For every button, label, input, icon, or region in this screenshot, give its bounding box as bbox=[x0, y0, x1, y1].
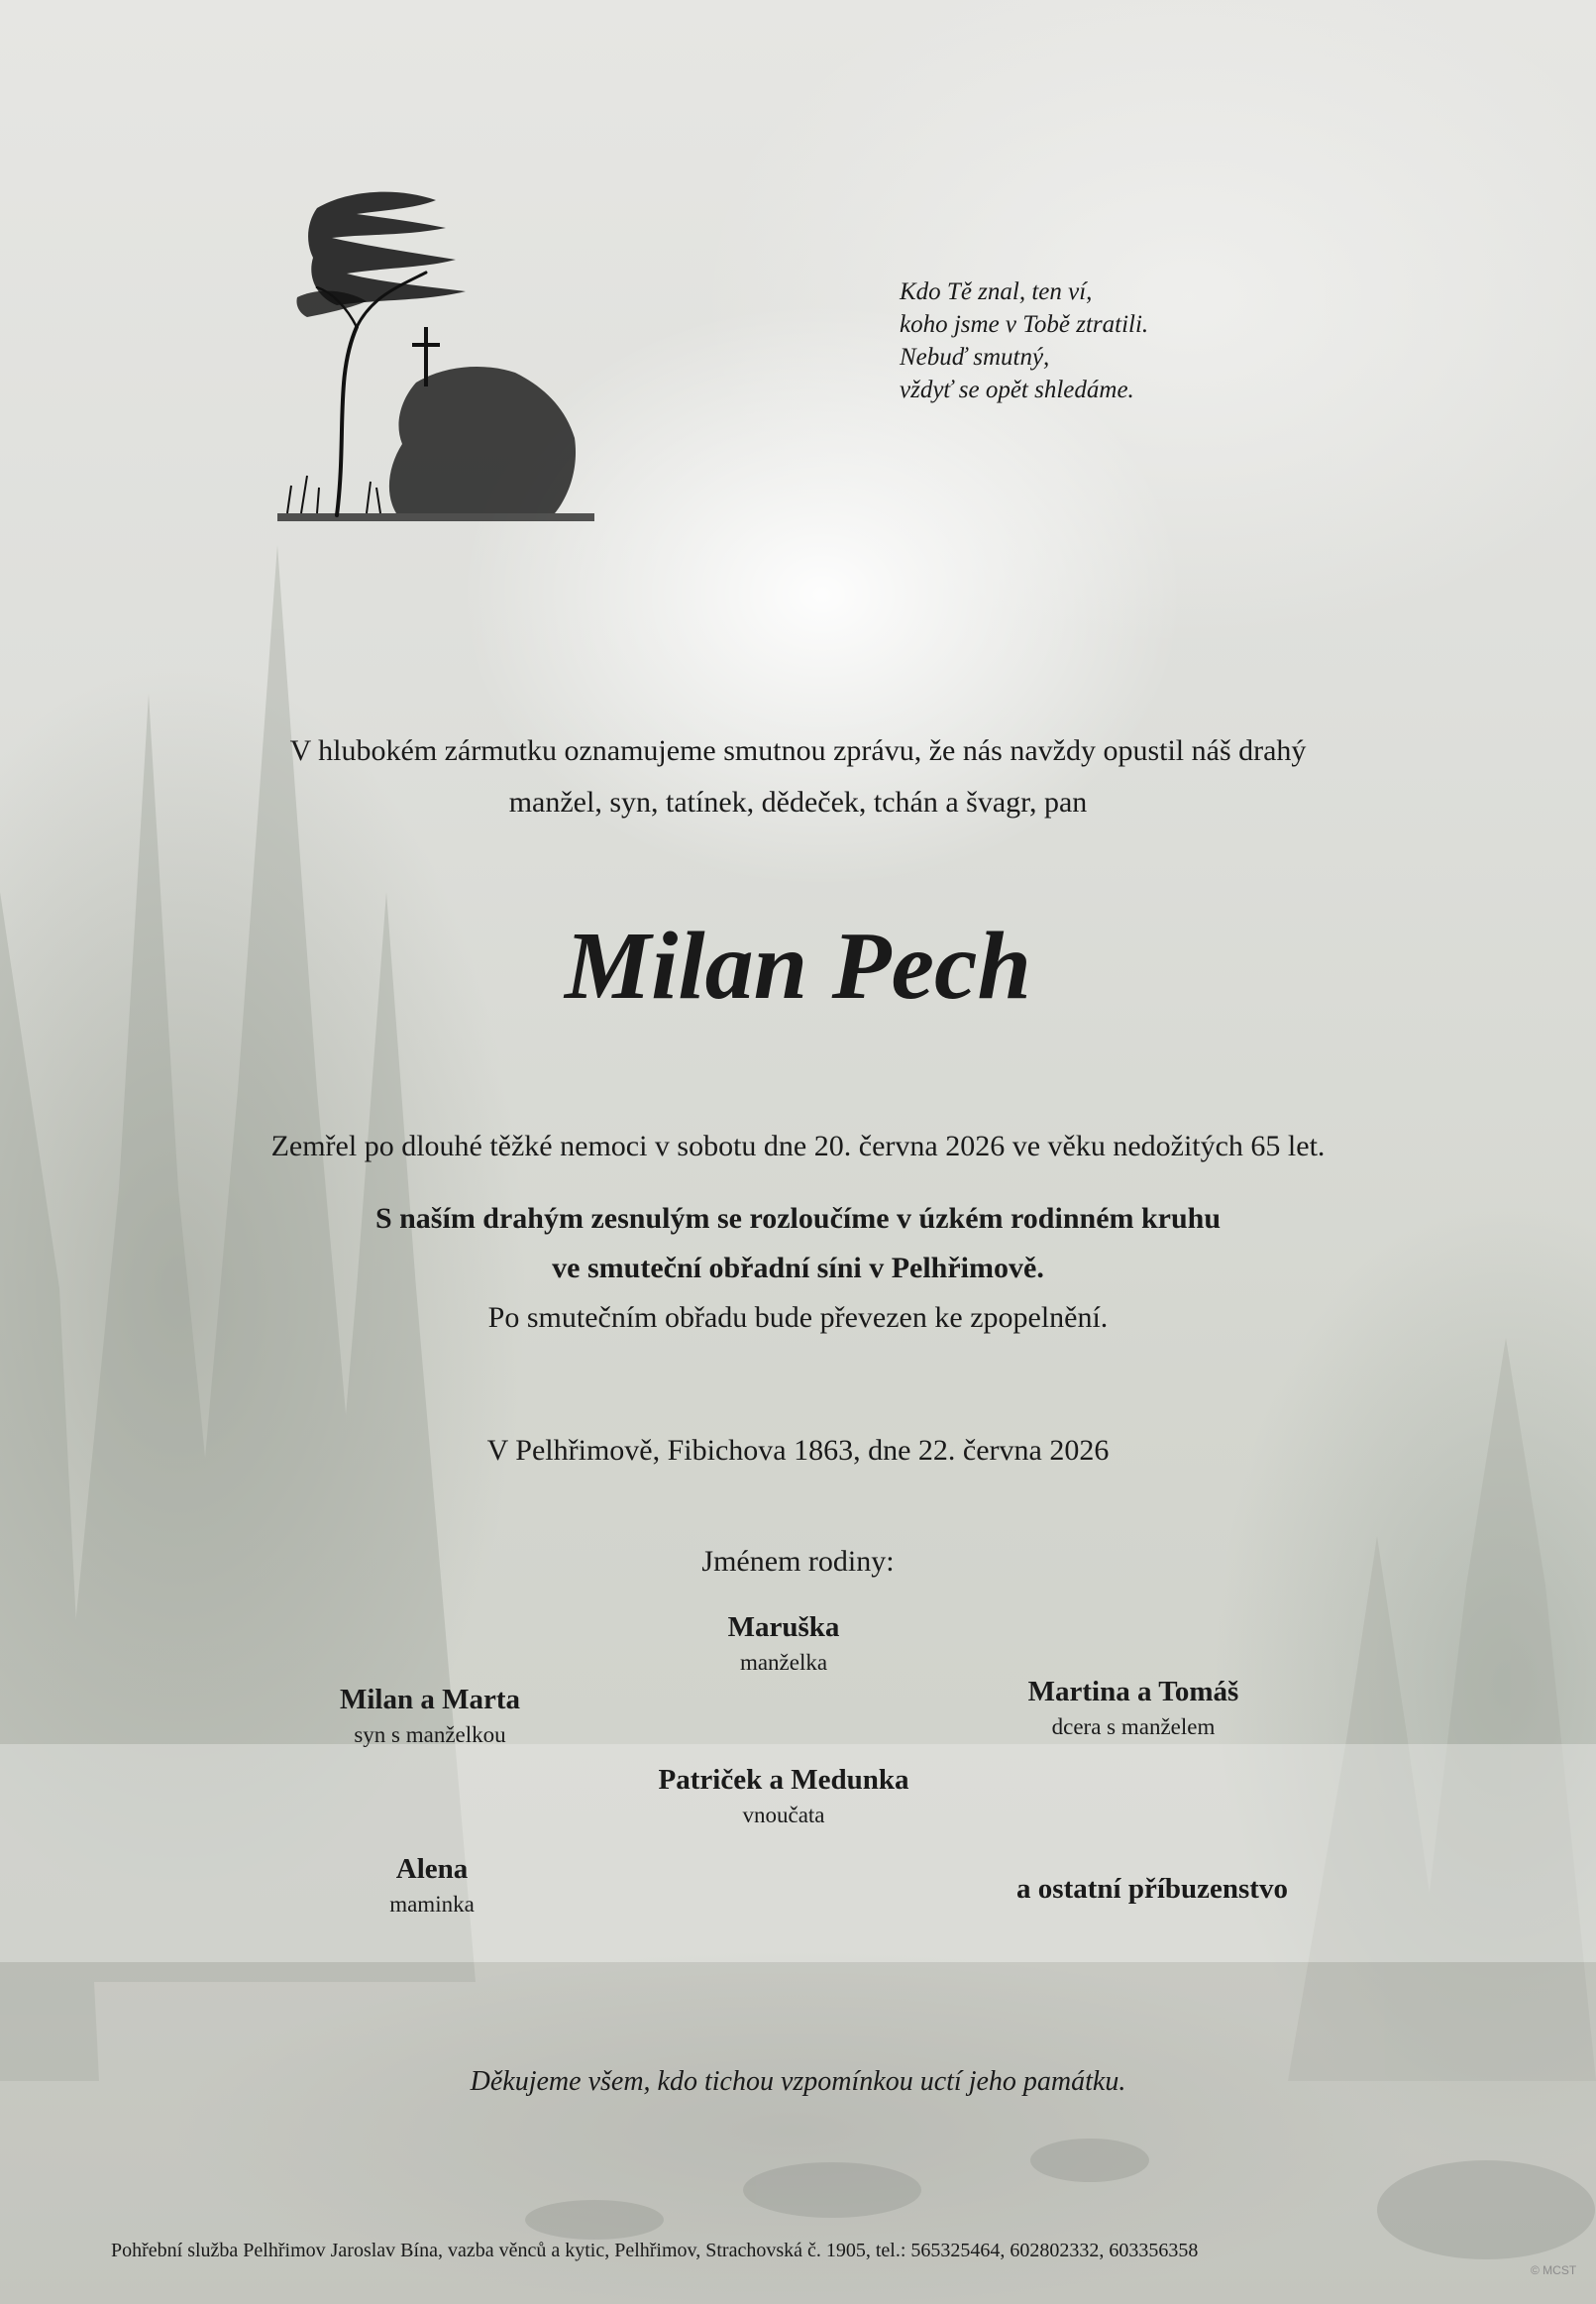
quote-line: Kdo Tě znal, ten ví, bbox=[900, 278, 1093, 305]
member-relation: dcera s manželem bbox=[1051, 1714, 1216, 1739]
member-relation: vnoučata bbox=[742, 1803, 825, 1827]
member-relation: syn s manželkou bbox=[354, 1722, 506, 1747]
member-name: Martina a Tomáš bbox=[1027, 1676, 1239, 1707]
thanks-line: Děkujeme všem, kdo tichou vzpomínkou uctí jeho památku. bbox=[470, 2066, 1126, 2097]
member-relation: maminka bbox=[389, 1892, 475, 1917]
watermark: © MCST bbox=[1531, 2263, 1577, 2277]
family-member bbox=[905, 1673, 1361, 1744]
quote-line: koho jsme v Tobě ztratili. bbox=[900, 311, 1149, 338]
place-date: V Pelhřimově, Fibichova 1863, dne 22. června 2026 bbox=[486, 1434, 1110, 1467]
intro-line: V hlubokém zármutku oznamujeme smutnou zprávu, že nás navždy opustil náš drahý bbox=[289, 734, 1307, 767]
farewell-line: ve smuteční obřadní síni v Pelhřimově. bbox=[552, 1252, 1044, 1284]
other-relatives: a ostatní příbuzenstvo bbox=[1016, 1873, 1288, 1905]
death-notice: Zemřel po dlouhé těžké nemoci v sobotu dne 20. června 2026 ve věku nedožitých 65 let. bbox=[270, 1130, 1326, 1162]
member-name: Patriček a Medunka bbox=[658, 1764, 909, 1796]
farewell-line: S naším drahým zesnulým se rozloučíme v úzkém rodinném kruhu bbox=[374, 1202, 1222, 1235]
funeral-service-footer: Pohřební služba Pelhřimov Jaroslav Bína, vazba věnců a kytic, Pelhřimov, Strachovská č. 1905, tel.: 565325464, 602802332, 603356358 bbox=[111, 2240, 1199, 2261]
intro-line: manžel, syn, tatínek, dědeček, tchán a švagr, pan bbox=[508, 786, 1088, 819]
member-name: Milan a Marta bbox=[339, 1684, 520, 1715]
tree-cross-illustration-icon bbox=[277, 178, 594, 525]
member-relation: manželka bbox=[739, 1650, 828, 1675]
quote-line: Nebuď smutný, bbox=[900, 344, 1050, 371]
announcement-intro bbox=[119, 725, 1477, 828]
member-name: Maruška bbox=[727, 1611, 840, 1643]
family-member bbox=[202, 1681, 658, 1752]
member-name: Alena bbox=[395, 1853, 469, 1885]
quote-line: vždyť se opět shledáme. bbox=[900, 377, 1134, 403]
farewell-details bbox=[99, 1194, 1497, 1343]
deceased-name: Milan Pech bbox=[565, 913, 1031, 1020]
family-member bbox=[556, 1608, 1011, 1680]
farewell-line: Po smutečním obřadu bude převezen ke zpopelnění. bbox=[487, 1301, 1109, 1334]
family-member bbox=[204, 1850, 660, 1921]
family-member bbox=[556, 1761, 1011, 1832]
family-heading: Jménem rodiny: bbox=[701, 1545, 895, 1578]
memorial-quote bbox=[900, 275, 1256, 406]
